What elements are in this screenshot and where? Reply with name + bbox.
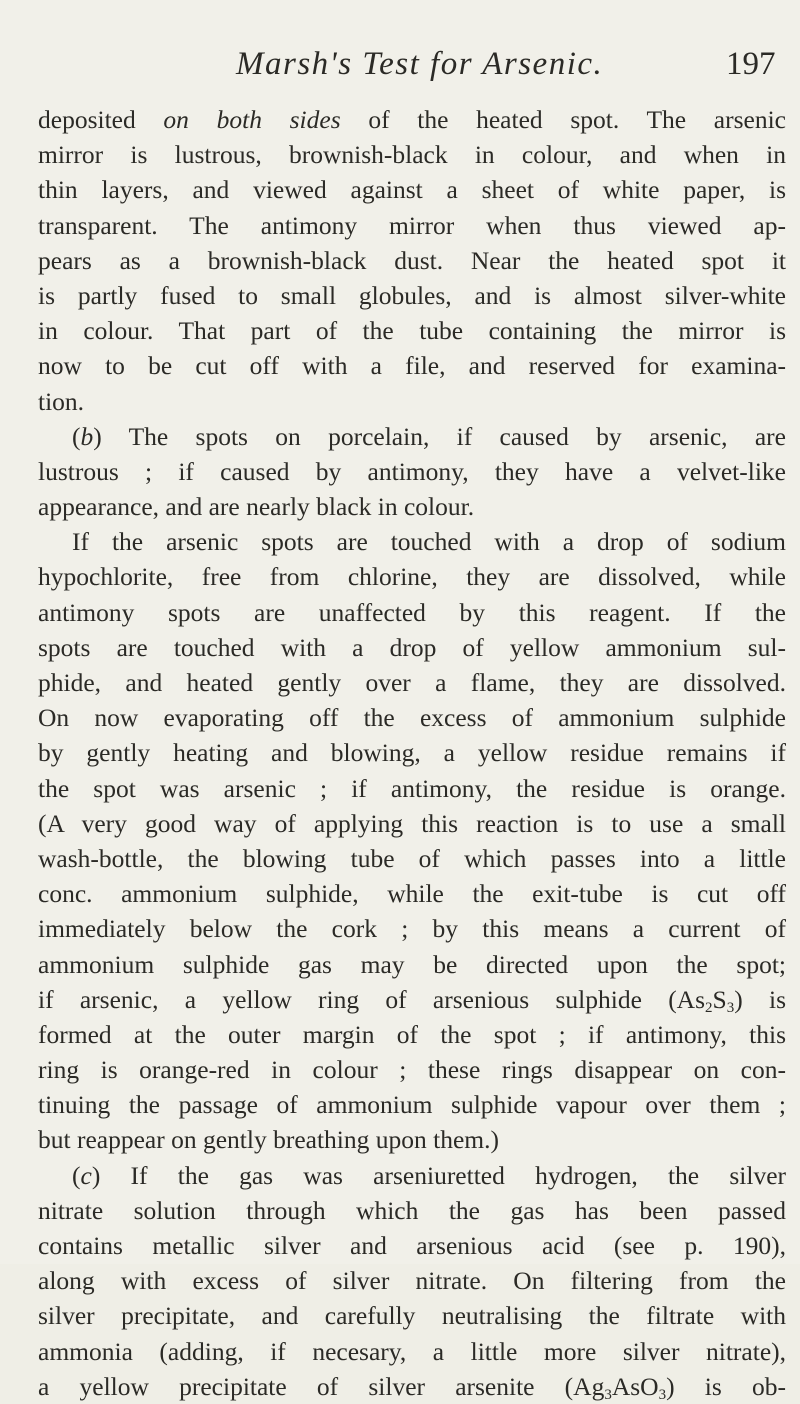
- text-line: tion.: [38, 386, 85, 416]
- text-line: tinuing the passage of ammonium sulphide vapour over them ;: [38, 1090, 786, 1120]
- text-line: antimony spots are unaffected by this reagent. If the: [38, 597, 786, 627]
- text-line: the spot was arsenic ; if antimony, the residue is orange.: [38, 773, 786, 803]
- text-line: (c) If the gas was arseniuretted hydrogen, the silver: [72, 1160, 786, 1190]
- text-line: On now evaporating off the excess of ammonium sulphide: [38, 703, 786, 733]
- text-line: but reappear on gently breathing upon them.): [38, 1125, 499, 1155]
- text-line: now to be cut off with a file, and reserved for examina-: [38, 351, 786, 381]
- text-line: along with excess of silver nitrate. On filtering from the: [38, 1266, 786, 1296]
- text-line: ammonium sulphide gas may be directed upon the spot;: [38, 949, 786, 979]
- text-line: conc. ammonium sulphide, while the exit-tube is cut off: [38, 879, 786, 909]
- text-line: if arsenic, a yellow ring of arsenious sulphide $(As_2S_3)$ is: [38, 984, 787, 1016]
- text-line: mirror is lustrous, brownish-black in colour, and when in: [38, 140, 786, 170]
- text-line: formed at the outer margin of the spot ; if antimony, this: [38, 1019, 786, 1049]
- text-line: nitrate solution through which the gas has been passed: [38, 1195, 786, 1225]
- text-line: is partly fused to small globules, and is almost silver-white: [38, 280, 786, 310]
- italic-text: on both sides: [163, 105, 341, 134]
- text-line: If the arsenic spots are touched with a drop of sodium: [72, 527, 786, 557]
- body-text: [38, 102, 786, 1404]
- text-line: pears as a brownish-black dust. Near the heated spot it: [38, 245, 786, 275]
- text-line: silver precipitate, and carefully neutralising the filtrate with: [38, 1301, 786, 1331]
- italic-text: b: [80, 421, 94, 451]
- text-line: wash-bottle, the blowing tube of which passes into a little: [38, 843, 786, 873]
- text-line: by gently heating and blowing, a yellow residue remains if: [38, 738, 786, 768]
- text-line: in colour. That part of the tube containing the mirror is: [38, 316, 786, 346]
- text-line: a yellow precipitate of silver arsenite $(Ag_3AsO_3)$ is ob-: [38, 1371, 786, 1403]
- text-line: appearance, and are nearly black in colour.: [38, 492, 475, 522]
- text-line: spots are touched with a drop of yellow ammonium sul-: [38, 632, 786, 662]
- text-line: (A very good way of applying this reaction is to use a small: [38, 808, 786, 838]
- text-line: immediately below the cork ; by this means a current of: [38, 914, 786, 944]
- page-number: 197: [726, 46, 776, 82]
- text-line: hypochlorite, free from chlorine, they are dissolved, while: [38, 562, 786, 592]
- text-line: (b) The spots on porcelain, if caused by arsenic, are: [72, 421, 786, 451]
- subscript: 3: [726, 999, 735, 1016]
- text-line: contains metallic silver and arsenious acid (see p. 190),: [38, 1231, 786, 1260]
- text-line: phide, and heated gently over a flame, they are dissolved.: [38, 668, 786, 697]
- running-head-title: Marsh's Test for Arsenic.: [236, 46, 604, 82]
- text-line: deposited on both sides of the heated spot. The arsenic: [38, 105, 786, 134]
- subscript: 3: [658, 1386, 667, 1403]
- text-line: thin layers, and viewed against a sheet of white paper, is: [38, 175, 786, 205]
- running-head: [0, 44, 800, 88]
- text-line: ammonia (adding, if necesary, a little more silver nitrate),: [38, 1336, 786, 1366]
- text-line: lustrous ; if caused by antimony, they have a velvet-like: [38, 456, 786, 486]
- subscript: 3: [604, 1386, 612, 1403]
- text-line: transparent. The antimony mirror when thus viewed ap-: [38, 210, 786, 240]
- subscript: 2: [705, 999, 713, 1016]
- text-line: ring is orange-red in colour ; these rings disappear on con-: [38, 1055, 786, 1085]
- italic-text: c: [80, 1160, 92, 1190]
